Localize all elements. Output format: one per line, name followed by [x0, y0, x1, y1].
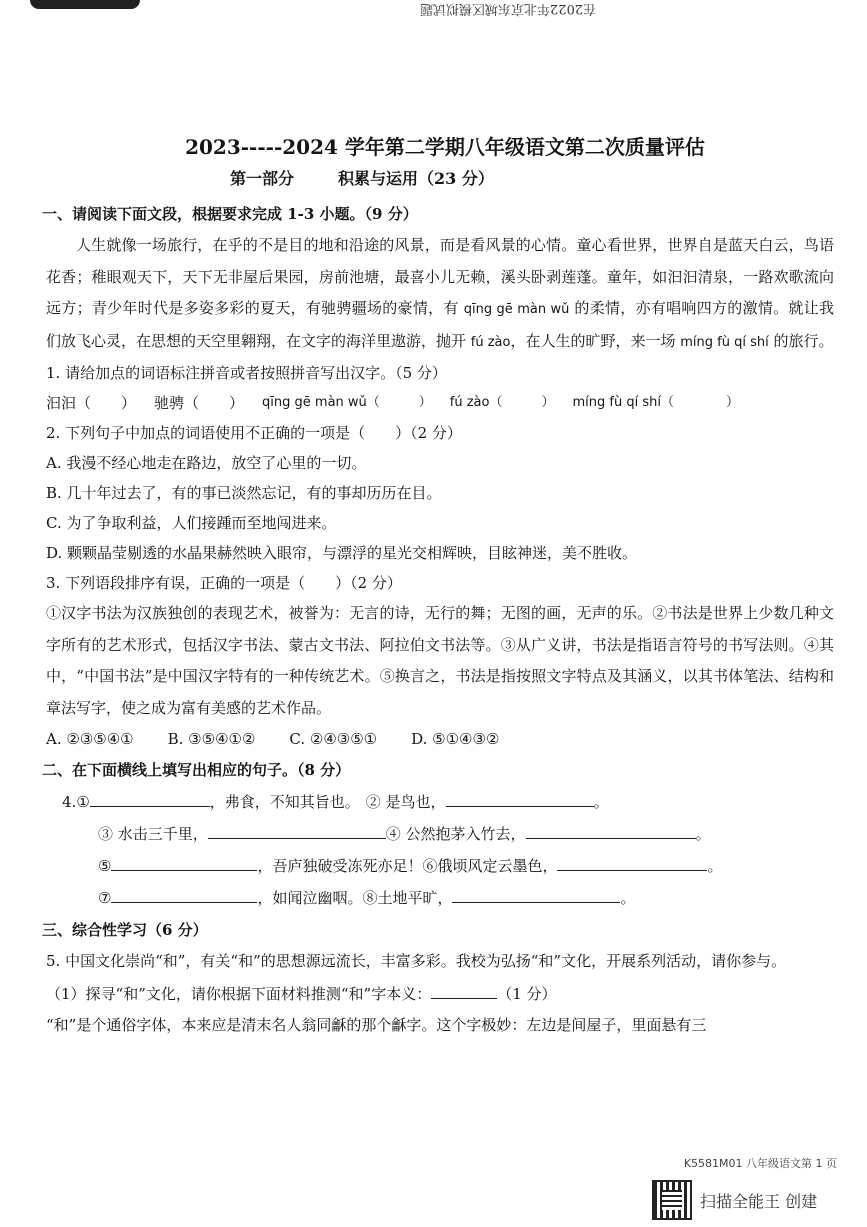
q1-items — [46, 388, 834, 418]
exam-title: 2023-----2024 学年第二学期八年级语文第二次质量评估 — [185, 135, 705, 159]
answer-blank[interactable] — [111, 882, 257, 903]
q4-number: 4. — [62, 793, 77, 811]
page-code: K5581M01 八年级语文第 1 页 — [683, 1157, 837, 1170]
q3-option-a[interactable]: A. ②③⑤④① — [46, 730, 134, 748]
scan-smudge — [30, 0, 140, 9]
answer-blank[interactable] — [452, 882, 620, 903]
q2-stem: 2. 下列句子中加点的词语使用不正确的一项是（ ）（2 分） — [46, 424, 462, 442]
part-label: 第一部分 — [230, 169, 295, 188]
section1-passage: 人生就像一场旅行，在乎的不是目的地和沿途的风景，而是看风景的心情。童心看世界，世界自是蓝天白云，鸟语花香；稚眼观天下，天下无非屋后果园，房前池塘，最喜小儿无赖，溪头卧剥莲蓬。童年，如汩汩清泉，一路欢歌流向远方；青少年时代是多姿多彩的夏天，有驰骋疆场的豪情，有 qīng gē màn wǔ 的柔情，亦有唱响四方的激情。就让我们放飞心灵，在思想的天空里翱翔，在文字的海洋里遨游，抛开 fú zào，在人生的旷野，来一场 míng fù qí shí 的旅行。 — [46, 236, 834, 350]
q1-item[interactable]: qīng gē màn wǔ（ ） — [262, 395, 432, 410]
answer-blank[interactable] — [557, 850, 707, 871]
exam-page — [42, 130, 834, 1040]
q2-option-b[interactable]: B. 几十年过去了，有的事已淡然忘记，有的事却历历在目。 — [46, 484, 442, 502]
q2-option-a[interactable]: A. 我漫不经心地走在路边，放空了心里的一切。 — [46, 454, 367, 472]
answer-blank[interactable] — [90, 786, 210, 807]
q3-options — [46, 724, 834, 754]
section2-heading: 二、在下面横线上填写出相应的句子。（8 分） — [42, 761, 351, 779]
q1-item[interactable]: míng fù qí shí（ ） — [572, 395, 739, 410]
scanner-label: 扫描全能王 创建 — [700, 1191, 818, 1211]
q3-passage: ①汉字书法为汉族独创的表现艺术，被誉为：无言的诗，无行的舞；无图的画，无声的乐。②书法是世界上少数几种文字所有的艺术形式，包括汉字书法、蒙古文书法、阿拉伯文书法等。③从广义讲，书法是指语言符号的书写法则。④其中，“中国书法”是中国汉字特有的一种传统艺术。⑤换言之，书法是指按照文字特点及其涵义，以其书体笔法、结构和章法写字，使之成为富有美感的艺术作品。 — [46, 604, 834, 717]
answer-blank[interactable] — [431, 978, 497, 999]
q3-option-d[interactable]: D. ⑤①④③② — [411, 730, 500, 748]
part-heading — [46, 164, 834, 198]
q1-stem: 1. 请给加点的词语标注拼音或者按照拼音写出汉字。（5 分） — [46, 364, 447, 382]
fill-row-4: ⑦ ，如闻泣幽咽。 ⑧土地平旷， 。 — [46, 882, 834, 914]
section3-heading: 三、综合性学习（6 分） — [42, 921, 208, 939]
scan-top-edge — [0, 0, 867, 20]
fill-row-3: ⑤ ，吾庐独破受冻死亦足！ ⑥俄顷风定云墨色， 。 — [46, 850, 834, 882]
q1-item[interactable]: 汩汩（ ） — [46, 394, 137, 412]
q3-stem: 3. 下列语段排序有误，正确的一项是（ ）（2 分） — [46, 574, 402, 592]
fill-row-2: ③ 水击三千里， ④ 公然抱茅入竹去， 。 — [46, 818, 834, 850]
q2-option-c[interactable]: C. 为了争取利益，人们接踵而至地闯进来。 — [46, 514, 337, 532]
q5-intro: 5. 中国文化崇尚“和”，有关“和”的思想源远流长，丰富多彩。我校为弘扬“和”文化，开展系列活动，请你参与。 — [46, 952, 787, 970]
answer-blank[interactable] — [446, 786, 594, 807]
fill-row-1: 4. ① ，弗食，不知其旨也。 ② 是鸟也， 。 — [46, 786, 834, 818]
q3-option-c[interactable]: C. ②④③⑤① — [289, 730, 378, 748]
q1-item[interactable]: fú zào（ ） — [449, 395, 555, 410]
bleed-through-text: 在2022年北京东城区模拟试题 — [420, 1, 597, 16]
q3-option-b[interactable]: B. ③⑤④①② — [167, 730, 256, 748]
answer-blank[interactable] — [208, 818, 386, 839]
q5-material: “和”是个通俗字体，本来应是清末名人翁同龢的那个龢字。这个字极妙：左边是间屋子，里面悬有三 — [46, 1015, 707, 1034]
q1-item[interactable]: 驰骋（ ） — [154, 394, 245, 412]
qr-code-icon — [652, 1180, 692, 1220]
scanner-watermark — [652, 1180, 817, 1220]
answer-blank[interactable] — [111, 850, 257, 871]
section1-heading: 一、请阅读下面文段，根据要求完成 1-3 小题。（9 分） — [42, 205, 418, 223]
part-name: 积累与运用（23 分） — [338, 169, 494, 188]
q5-sub1: （1）探寻“和”文化，请你根据下面材料推测“和”字本义： （1 分） — [46, 978, 834, 1010]
answer-blank[interactable] — [526, 818, 696, 839]
q2-option-d[interactable]: D. 颗颗晶莹剔透的水晶果赫然映入眼帘，与漂浮的星光交相辉映，目眩神迷，美不胜收。 — [46, 544, 638, 562]
